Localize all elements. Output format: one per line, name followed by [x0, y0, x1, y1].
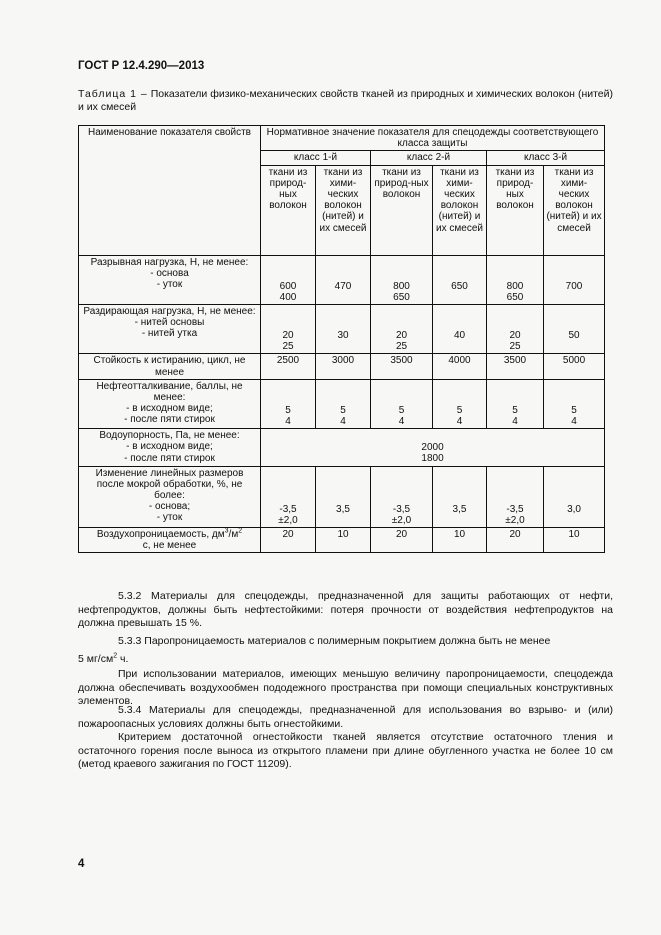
row-name-part: /м — [228, 528, 239, 540]
row-name — [79, 527, 261, 552]
cell-value: -3,5 — [279, 503, 297, 515]
cell-value: 650 — [393, 291, 410, 303]
text-part: ч. — [117, 653, 129, 665]
row-label — [79, 379, 261, 428]
cell-value: 25 — [395, 341, 408, 353]
cell-value: 10 — [433, 527, 487, 552]
header-norm: Нормативное значение показателя для спецодежды соответствующего класса защиты — [261, 126, 605, 151]
cell-value: 5 — [571, 404, 577, 416]
cell-value: 20 — [509, 329, 521, 341]
row-sub: - нитей основы — [134, 317, 205, 329]
cell-value: 20 — [261, 527, 316, 552]
table-row — [79, 255, 605, 304]
row-label — [79, 255, 261, 304]
row-name-sup: 3 — [224, 527, 229, 535]
cell — [433, 466, 487, 527]
cell — [371, 466, 433, 527]
properties-table — [78, 125, 605, 553]
cell — [487, 466, 544, 527]
class-3-header: класс 3-й — [487, 151, 605, 165]
table-row — [79, 354, 605, 379]
table-row — [79, 379, 605, 428]
cell-value: 3,0 — [567, 503, 581, 515]
cell-value: 470 — [334, 280, 352, 292]
row-name: Нефтеотталкивание, баллы, не менее: — [96, 380, 243, 403]
cell-value: 3500 — [487, 354, 544, 379]
paragraph-5-3-3-value — [78, 653, 613, 667]
cell — [433, 255, 487, 304]
cell-value: 700 — [565, 280, 583, 292]
cell — [316, 255, 371, 304]
cell-value: 20 — [371, 527, 433, 552]
cell-value: -3,5 — [392, 503, 411, 515]
class-2-header: класс 2-й — [371, 151, 487, 165]
table-row — [79, 304, 605, 353]
header-property: Наименование показателя свойств — [79, 126, 261, 256]
cell — [544, 466, 605, 527]
cell-value: 600 — [279, 280, 297, 292]
cell-value: 800 — [393, 280, 410, 292]
cell-value: 2000 — [421, 442, 444, 454]
row-name-part: с, не менее — [142, 540, 197, 552]
row-sub: - после пяти стирок — [124, 452, 215, 464]
subheader-chemical: ткани из хими-ческих волокон (нитей) и их смесей — [433, 165, 487, 255]
row-label — [79, 304, 261, 353]
cell-value: 30 — [337, 329, 349, 341]
cell — [433, 379, 487, 428]
row-sub: - уток — [156, 279, 183, 291]
cell-value: 4 — [571, 415, 577, 427]
row-name: Разрывная нагрузка, Н, не менее: — [90, 256, 249, 268]
text-sup: 2 — [113, 652, 118, 660]
cell-value: 5 — [398, 404, 405, 416]
row-label — [79, 466, 261, 527]
cell-value: 20 — [487, 527, 544, 552]
cell-value: 3,5 — [336, 503, 350, 515]
subheader-chemical: ткани из хими-ческих волокон (нитей) и их смесей — [316, 165, 371, 255]
cell-value: 5 — [340, 404, 346, 416]
cell-value: 650 — [506, 291, 524, 303]
cell-value: 650 — [451, 280, 468, 292]
row-name: Раздирающая нагрузка, Н, не менее: — [83, 305, 256, 317]
cell-value: 4 — [285, 415, 291, 427]
row-name-part: Воздухопроницаемость, дм — [96, 528, 225, 540]
paragraph-5-3-3: 5.3.3 Паропроницаемость материалов с полимерным покрытием должна быть не менее — [118, 635, 551, 647]
cell — [544, 304, 605, 353]
class-1-header: класс 1-й — [261, 151, 371, 165]
cell-value: 800 — [506, 280, 524, 292]
paragraph-5-3-4: 5.3.4 Материалы для спецодежды, предназначенной для использования во взрыво- и (или) пожароопасных условиях должны быть огнестойкими. — [78, 704, 613, 730]
paragraph-5-3-2: 5.3.2 Материалы для спецодежды, предназначенной для защиты работающих от нефти, нефтепродуктов, должны быть нефтестойкими: потеря прочности от воздействия нефтепродуктов на должна превышать 15 %. — [78, 590, 613, 629]
page-number: 4 — [78, 858, 85, 870]
paragraph-5-3-4-criteria: Критерием достаточной огнестойкости тканей является отсутствие остаточного тления и остаточного горения после выноса из открытого пламени при длине обугленного участка не более 10 см (метод краевого зажигания по ГОСТ 11209). — [78, 731, 613, 770]
cell — [261, 466, 316, 527]
row-label — [79, 429, 261, 466]
row-name-sup: 2 — [238, 527, 243, 535]
row-sub: - основа — [150, 267, 189, 279]
cell — [261, 429, 605, 466]
cell-value: 5 — [285, 404, 291, 416]
cell — [261, 255, 316, 304]
cell-value: 4 — [456, 415, 463, 427]
row-sub: - в исходном виде; — [126, 441, 213, 453]
cell-value: 3,5 — [452, 503, 467, 515]
subheader-natural: ткани из природ-ных волокон — [371, 165, 433, 255]
cell-value: 25 — [509, 341, 521, 353]
row-name: Стойкость к истиранию, цикл, не менее — [79, 354, 261, 379]
paragraph-5-3-3-note: При использовании материалов, имеющих меньшую величину паропроницаемости, спецодежда должна обеспечивать воздухообмен пододежного пространства при помощи специальных конструктивных элементов. — [78, 668, 613, 707]
row-name: Водоупорность, Па, не менее: — [99, 430, 240, 442]
cell — [487, 379, 544, 428]
cell — [433, 304, 487, 353]
cell-value: ±2,0 — [278, 514, 298, 526]
cell-value: 2500 — [261, 354, 316, 379]
cell — [316, 304, 371, 353]
table-header-row — [79, 126, 605, 151]
cell-value: 4 — [398, 415, 405, 427]
row-sub: - основа; — [148, 501, 191, 513]
row-sub: - в исходном виде; — [126, 403, 213, 415]
cell — [371, 379, 433, 428]
row-sub: - после пяти стирок — [124, 414, 215, 426]
cell — [316, 466, 371, 527]
subheader-natural: ткани из природ-ных волокон — [487, 165, 544, 255]
cell-value: 4000 — [433, 354, 487, 379]
cell — [544, 255, 605, 304]
cell-value: 10 — [544, 527, 605, 552]
cell-value: 5 — [512, 404, 518, 416]
table-row — [79, 429, 605, 466]
cell-value: 5000 — [544, 354, 605, 379]
table-row — [79, 527, 605, 552]
cell-value: ±2,0 — [391, 514, 412, 526]
row-sub: - нитей утка — [141, 328, 198, 340]
cell-value: 3500 — [371, 354, 433, 379]
cell-value: 4 — [340, 415, 346, 427]
cell-value: 20 — [282, 329, 294, 341]
caption-text: Показатели физико-механических свойств тканей из природных и химических волокон (нитей) и их смесей — [78, 88, 613, 113]
cell-value: 4 — [512, 415, 518, 427]
text-part: 5 мг/см — [78, 653, 114, 665]
table-row — [79, 466, 605, 527]
row-name: Изменение линейных размеров после мокрой обработки, %, не более: — [95, 467, 244, 501]
cell-value: 40 — [453, 329, 466, 341]
cell-value: 25 — [282, 341, 294, 353]
document-code: ГОСТ Р 12.4.290—2013 — [78, 60, 205, 72]
cell — [544, 379, 605, 428]
cell — [487, 255, 544, 304]
cell-value: 20 — [395, 329, 408, 341]
cell-value: ±2,0 — [505, 514, 525, 526]
cell — [371, 304, 433, 353]
cell-value: 3000 — [316, 354, 371, 379]
cell-value: 1800 — [421, 453, 444, 465]
cell-value: -3,5 — [506, 503, 524, 515]
cell — [371, 255, 433, 304]
cell-value: 10 — [316, 527, 371, 552]
cell — [261, 304, 316, 353]
cell-value: 5 — [456, 404, 463, 416]
subheader-chemical: ткани из хими-ческих волокон (нитей) и их смесей — [544, 165, 605, 255]
cell-value: 400 — [279, 291, 297, 303]
cell-value: 50 — [568, 329, 580, 341]
cell — [316, 379, 371, 428]
cell — [261, 379, 316, 428]
cell — [487, 304, 544, 353]
table-caption — [78, 88, 613, 114]
caption-label: Таблица 1 – — [78, 88, 148, 100]
row-sub: - уток — [156, 512, 183, 524]
subheader-natural: ткани из природ-ных волокон — [261, 165, 316, 255]
